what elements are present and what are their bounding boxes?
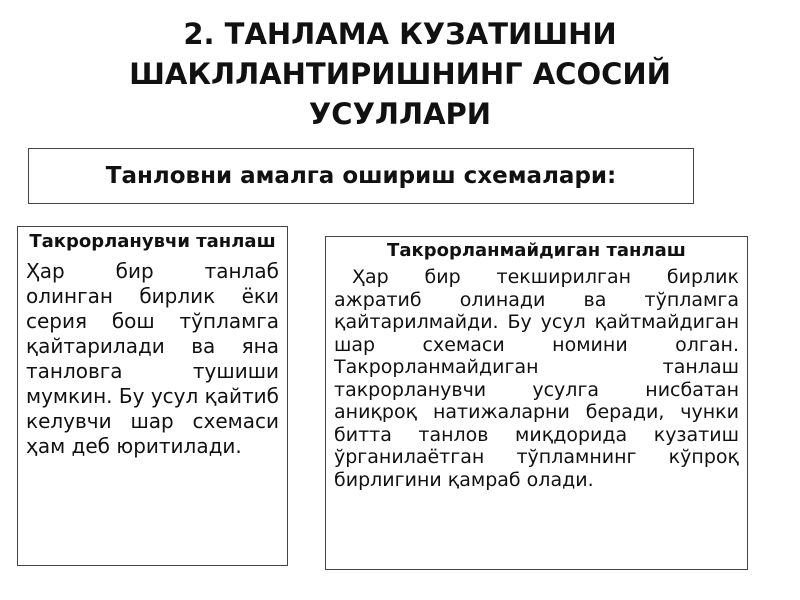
card-heading: Такрорланувчи танлаш (29, 231, 276, 252)
card-text: Ҳар бир танлаб олинган бирлик ёки серия бош тўпламга қайтарилади ва яна танловга тушиши мумкин. Бу усул қайтиб келувчи шар схемаси ҳам деб юритилади. (26, 259, 279, 458)
repeated-sampling-card (17, 226, 288, 566)
page-title: 2. ТАНЛАМА КУЗАТИШНИ ШАКЛЛАНТИРИШНИНГ АСОСИЙ УСУЛЛАРИ (129, 17, 671, 131)
subtitle-text: Танловни амалга ошириш схемалари: (105, 163, 617, 189)
subtitle-box (28, 148, 694, 204)
card-text: Ҳар бир текширилган бирлик ажратиб олинади ва тўпламга қайтарилмайди. Бу усул қайтмайдиган шар схемаси номини олган. Такрорланмайдиган танлаш такрорланувчи усулга нисбатан аниқроқ натижаларни беради, чунки битта танлов миқдорида кузатиш ўрганилаётган тўпламнинг кўпроқ бирлигини қамраб олади. (334, 266, 739, 491)
card-heading: Такрорланмайдиган танлаш (387, 240, 686, 261)
non-repeated-sampling-card (325, 236, 748, 570)
